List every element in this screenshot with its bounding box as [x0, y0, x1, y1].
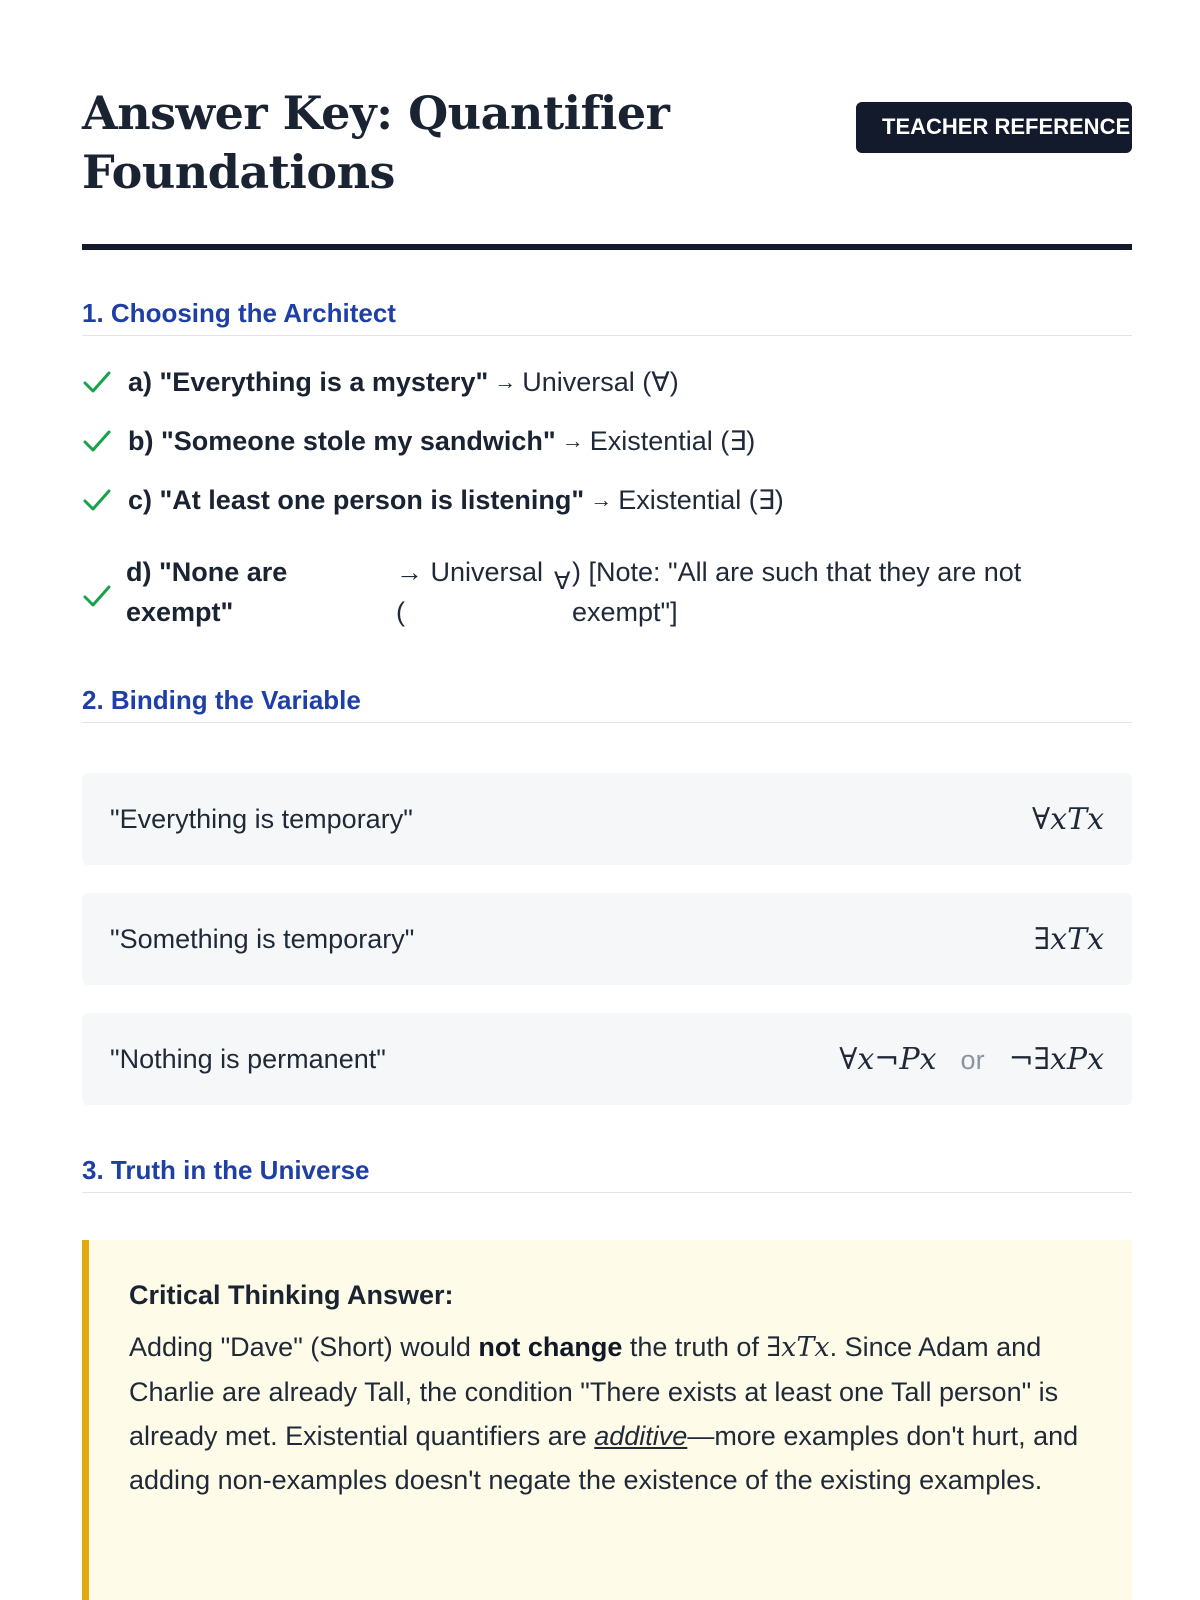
question-text: d) "None are exempt": [126, 557, 288, 627]
arrow: → Universal (: [396, 557, 544, 627]
formula: ∀x¬Px: [839, 1041, 937, 1077]
header-divider: [82, 244, 1132, 250]
body-text: . Since Adam and Charlie are already Tall, the condition "There exists at least one Tall person" is already met. Existential quantifiers are: [129, 1332, 1059, 1451]
callout-body: [129, 1325, 1092, 1502]
page-title: Answer Key: Quantifier Foundations: [82, 86, 670, 199]
check-icon: [82, 368, 112, 396]
body-text: —more examples don't hurt, and adding non-examples doesn't negate the existence of the existing examples.: [129, 1421, 1079, 1495]
or-separator: or: [960, 1044, 985, 1075]
check-icon: [82, 582, 112, 610]
answer-row-c: [82, 480, 1132, 520]
callout-title: Critical Thinking Answer:: [129, 1280, 454, 1310]
answer-row-a: [82, 362, 1132, 402]
binding-row: [82, 893, 1132, 985]
section-3-heading: 3. Truth in the Universe: [82, 1155, 1132, 1193]
answer-text: ) [Note: "All are such that they are not exempt"]: [572, 557, 1022, 627]
question-text: c) "At least one person is listening": [128, 485, 585, 515]
forall-symbol: ∀: [554, 568, 571, 595]
answer-text: Universal (∀): [522, 367, 679, 397]
formula-alt: ¬∃xPx: [1008, 1041, 1104, 1077]
arrow: →: [561, 428, 584, 453]
answer-text: Existential (∃): [589, 426, 756, 456]
binding-row: [82, 773, 1132, 865]
answer-row-b: [82, 421, 1132, 461]
formula-group: [839, 1042, 1104, 1077]
answer-row-d: [82, 552, 1132, 642]
question-text: b) "Someone stole my sandwich": [128, 426, 556, 456]
page-header: [82, 84, 1132, 202]
check-icon: [82, 486, 112, 514]
sentence-text: "Nothing is permanent": [110, 1043, 386, 1074]
body-bold: not change: [478, 1332, 623, 1362]
body-text: the truth of: [622, 1332, 767, 1362]
arrow: →: [494, 369, 517, 394]
critical-thinking-callout: [82, 1240, 1132, 1600]
formula: ∀xTx: [1032, 801, 1104, 837]
section-2-heading: 2. Binding the Variable: [82, 685, 1132, 723]
question-text: a) "Everything is a mystery": [128, 367, 489, 397]
section-1-heading: 1. Choosing the Architect: [82, 298, 1132, 336]
sentence-text: "Everything is temporary": [110, 803, 413, 834]
formula: ∃xTx: [1033, 921, 1104, 957]
teacher-reference-badge: TEACHER REFERENCE: [856, 102, 1132, 153]
binding-row: [82, 1013, 1132, 1105]
sentence-text: "Something is temporary": [110, 923, 415, 954]
body-emphasis: additive: [594, 1421, 688, 1451]
answer-text: Existential (∃): [618, 485, 784, 515]
body-text: Adding "Dave" (Short) would: [129, 1332, 479, 1362]
arrow: →: [590, 487, 613, 512]
inline-formula: ∃xTx: [766, 1332, 830, 1363]
check-icon: [82, 427, 112, 455]
